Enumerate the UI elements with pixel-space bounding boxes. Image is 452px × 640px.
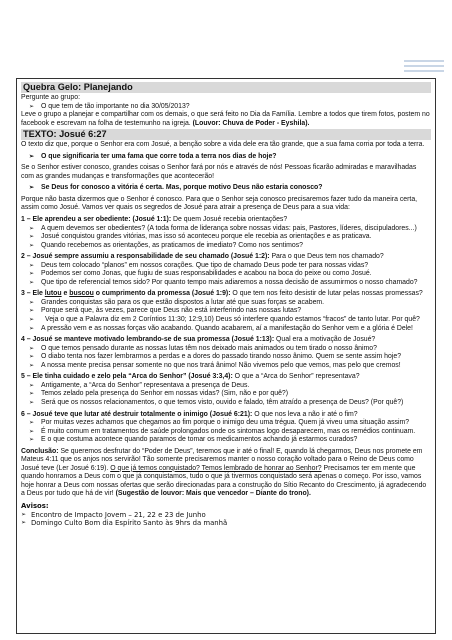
point-heading: 1 – Ele aprendeu a ser obediente: (Josué 1:1): De quem Josué recebia orientações?: [21, 216, 288, 224]
list-item: ➢ O que temos pensado durante as nossas lutas têm nos deixado mais animados ou tem tirado o nosso ânimo?: [29, 344, 377, 352]
list-item: ➢ A pressão vem e as nossas forças vão acabando. Quando acabarem, aí a manifestação do Senhor vem e a glória é Dele!: [29, 324, 413, 332]
list-item: ➢ Porque será que, às vezes, parece que Deus não está interferindo nas nossas lutas?: [29, 307, 302, 315]
arrow-bullet-icon: ➢: [21, 519, 27, 527]
list-item: ➢ Por muitas vezes achamos que chegamos ao fim porque o inimigo deu uma trégua. Quem já viveu uma situação assim?: [29, 419, 410, 427]
arrow-bullet-icon: ➢: [29, 382, 35, 389]
lesson-document: [16, 78, 436, 634]
arrow-bullet-icon: ➢: [29, 103, 35, 110]
arrow-bullet-icon: ➢: [21, 510, 27, 518]
point-heading: 6 – Josué teve que lutar até destruir totalmente o inimigo (Josué 6:21): O que nos leva a não ir até o fim?: [21, 410, 358, 418]
list-item: ➢ Grandes conquistas são para os que estão dispostos a lutar até que suas forças se acabem.: [29, 298, 325, 306]
list-item: ➢ O que tem de tão importante no dia 30/05/2013?: [29, 102, 190, 110]
list-item: ➢ Será que os nossos relacionamentos, o que temos visto, ouvido e falado, têm atraído a presença de Deus? (Por quê?): [29, 398, 404, 406]
paragraph: Leve o grupo a planejar e compartilhar com os demais, o que será feito no Dia da Família. Lembre a todos que tirem fotos, postem no facebook e escrevam na folha de testemunho na igreja. (Louvor: Chuva de Poder - Eyshila).: [21, 111, 430, 127]
list-item: ➢ Domingo Culto Bom dia Espírito Santo às 9hrs da manhã: [21, 519, 228, 528]
list-item: ➢ A nossa mente precisa pensar somente no que nos trará ânimo! Não vivemos pelo que vemos, mas pelo que cremos!: [29, 361, 401, 369]
list-item: ➢ Veja o que a Palavra diz em 2 Coríntios 11:30; 12:9,10) Deus só interfere quando estamos “fracos” de tanto lutar. Por quê?: [29, 316, 420, 324]
section-title-texto: TEXTO: Josué 6:27: [21, 129, 431, 140]
arrow-bullet-icon: ➢: [29, 428, 35, 435]
list-item: ➢ Encontro de Impacto Jovem – 21, 22 e 23 de Junho: [21, 510, 206, 519]
arrow-bullet-icon: ➢: [29, 185, 35, 192]
arrow-bullet-icon: ➢: [29, 354, 35, 361]
arrow-bullet-icon: ➢: [29, 399, 35, 406]
arrow-bullet-icon: ➢: [29, 437, 35, 444]
paragraph: Se o Senhor estiver conosco, grandes coisas o Senhor fará por nós e através de nós! Pessoas ficarão admiradas e maravilhadas com as grandes mudanças e transformações que acontecerão!: [21, 164, 417, 180]
arrow-bullet-icon: ➢: [29, 225, 35, 232]
arrow-bullet-icon: ➢: [29, 262, 35, 269]
list-item: ➢ Quando recebemos as orientações, as praticamos de imediato? Como nos sentimos?: [29, 241, 303, 249]
point-heading: 4 – Josué se manteve motivado lembrando-se de sua promessa (Josué 1:13): Qual era a motivação de Josué?: [21, 336, 376, 344]
arrow-bullet-icon: ➢: [29, 420, 35, 427]
arrow-bullet-icon: ➢: [29, 308, 35, 315]
list-item: ➢ Se Deus for conosco a vitória é certa. Mas, porque motivo Deus não estaria conosco?: [29, 184, 323, 192]
list-item: ➢ Deus tem colocado “planos” em nossos corações. Que tipo de chamado Deus pode ter para nossas vidas?: [29, 261, 369, 269]
announcements: [21, 502, 431, 528]
arrow-bullet-icon: ➢: [29, 234, 35, 241]
arrow-bullet-icon: ➢: [29, 153, 35, 160]
arrow-bullet-icon: ➢: [29, 391, 35, 398]
announcements-title: Avisos:: [21, 501, 49, 510]
arrow-bullet-icon: ➢: [29, 345, 35, 352]
list-item: ➢ A quem devemos ser obedientes? (A toda forma de liderança sobre nossas vidas: pais, Pastores, líderes, discipuladores...): [29, 224, 417, 232]
arrow-bullet-icon: ➢: [29, 317, 35, 324]
paragraph: O texto diz que, porque o Senhor era com Josué, a benção sobre a vida dele era tão grande, que a sua fama corria por toda a terra.: [21, 141, 425, 149]
section-title-quebra-gelo: Quebra Gelo: Planejando: [21, 82, 431, 93]
arrow-bullet-icon: ➢: [29, 279, 35, 286]
list-item: ➢ Antigamente, a “Arca do Senhor” representava a presença de Deus.: [29, 381, 250, 389]
arrow-bullet-icon: ➢: [29, 362, 35, 369]
arrow-bullet-icon: ➢: [29, 242, 35, 249]
list-item: ➢ Que tipo de referencial temos sido? Por quanto tempo mais adiaremos a nossa decisão de assumirmos o nosso chamado?: [29, 278, 418, 286]
point-heading: 3 – Ele lutou e buscou o cumprimento da promessa (Josué 1:9): O que tem nos feito desistir de lutar pelas nossas promessas?: [21, 290, 423, 298]
list-item: ➢ O diabo tenta nos fazer lembrarmos a perdas e a dores do passado tirando nosso ânimo. Quem se sente assim hoje?: [29, 353, 402, 361]
paragraph: Porque não basta dizermos que o Senhor é conosco. Para que o Senhor seja conosco precisaremos fazer tudo da maneira certa, assim como Josué. Vamos ver quais os segredos de Josué para atrair a presença de Deus para a sua vida:: [21, 195, 418, 212]
list-item: ➢ O que significaria ter uma fama que corre toda a terra nos dias de hoje?: [29, 152, 277, 160]
arrow-bullet-icon: ➢: [29, 299, 35, 306]
pergunte-label: Pergunte ao grupo:: [21, 94, 80, 101]
arrow-bullet-icon: ➢: [29, 325, 35, 332]
point-heading: 5 – Ele tinha cuidado e zelo pela “Arca do Senhor” (Josué 3:3,4): O que a “Arca do Senhor” representava?: [21, 373, 360, 381]
conclusion-paragraph: Conclusão: Se queremos desfrutar do “Poder de Deus”, teremos que ir até o final! E, quando lá chegarmos, Deus nos promete em Mateus 4:11 que os anjos nos servirão! Tão somente precisaremos manter o nosso coração voltado para o Reino de Deus como Josué teve (Ler Josué 6:19). O que já temos conquistado? Temos lembrado de honrar ao Senhor? Precisamos ter em mente que quando honramos a Deus com o que já conquistamos, tudo o que já tivermos conquistado será apenas o começo. Por isso, vamos hoje honrar a Deus com nossas ofertas que serão direcionadas para a construção do Sítio Recanto do Crescimento, já agradecendo a Deus por tudo que há de vir! (Sugestão de louvor: Mais que vencedor – Diante do trono).: [21, 447, 427, 498]
list-item: ➢ Josué conquistou grandes vitórias, mas isso só aconteceu porque ele recebia as orientações e as praticava.: [29, 233, 372, 241]
list-item: ➢ E o que costuma acontece quando paramos de tomar os medicamentos achando já estarmos curados?: [29, 436, 358, 444]
point-heading: 2 – Josué sempre assumiu a responsabilidade de seu chamado (Josué 1:2): Para o que Deus tem nos chamado?: [21, 253, 384, 261]
list-item: ➢ Temos zelado pela presença do Senhor em nossas vidas? (Sim, não e por quê?): [29, 390, 289, 398]
arrow-bullet-icon: ➢: [29, 271, 35, 278]
list-item: ➢ Podemos ser como Jonas, que fugiu de suas responsabilidades e acabou na boca do peixe ou como Josué.: [29, 270, 372, 278]
list-item: ➢ É muito comum em tratamentos de saúde prolongados onde os sintomas logo desaparecem, mas os remédios continuam.: [29, 427, 416, 435]
